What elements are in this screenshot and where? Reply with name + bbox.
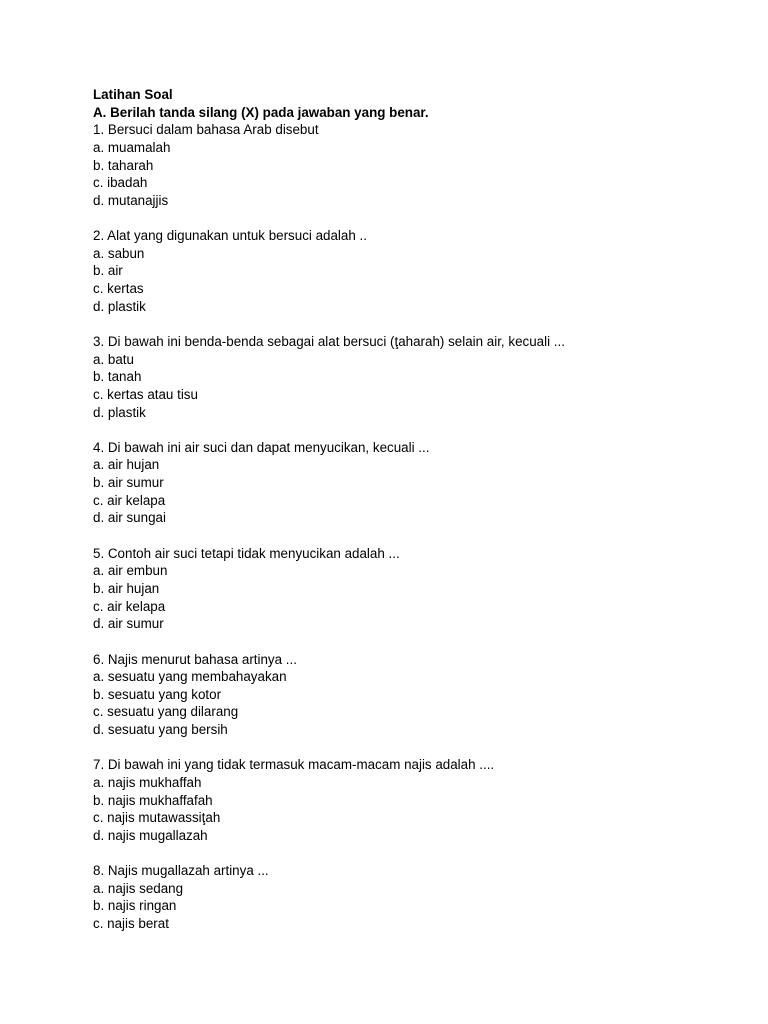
document-title: Latihan Soal [93,87,173,102]
document-page [93,86,733,950]
answer-option: d. najis mugallazah [93,827,208,843]
answer-option: c. kertas atau tisu [93,386,198,402]
answer-option: a. air hujan [93,457,160,473]
answer-option: b. tanah [93,369,142,385]
answer-option: d. mutanajjis [93,192,169,208]
question-block [93,439,733,527]
answer-option: c. najis mutawassiţah [93,810,221,826]
answer-option: c. sesuatu yang dilarang [93,704,239,720]
answer-option: b. air [93,263,123,279]
answer-option: d. sesuatu yang bersih [93,722,228,738]
question-text: 7. Di bawah ini yang tidak termasuk macam-macam najis adalah .... [93,757,495,773]
answer-option: b. air hujan [93,580,160,596]
question-text: 3. Di bawah ini benda-benda sebagai alat bersuci (ţaharah) selain air, kecuali ... [93,333,565,349]
question-list [93,121,733,932]
answer-option: a. najis mukhaffah [93,774,202,790]
question-block [93,651,733,739]
answer-option: c. najis berat [93,916,169,932]
question-block [93,333,733,421]
question-block [93,227,733,315]
question-block [93,121,733,209]
answer-option: b. najis ringan [93,898,177,914]
answer-option: a. sabun [93,245,145,261]
answer-option: b. sesuatu yang kotor [93,686,222,702]
answer-option: a. sesuatu yang membahayakan [93,669,287,685]
question-text: 1. Bersuci dalam bahasa Arab disebut [93,122,319,138]
answer-option: d. plastik [93,298,146,314]
question-block [93,545,733,633]
question-text: 2. Alat yang digunakan untuk bersuci adalah .. [93,228,367,244]
answer-option: d. air sungai [93,510,166,526]
instruction-text: A. Berilah tanda silang (X) pada jawaban yang benar. [93,104,429,120]
answer-option: a. muamalah [93,139,171,155]
answer-option: b. najis mukhaffafah [93,792,213,808]
question-text: 8. Najis mugallazah artinya ... [93,863,269,879]
question-text: 4. Di bawah ini air suci dan dapat menyucikan, kecuali ... [93,439,430,455]
answer-option: c. ibadah [93,175,148,191]
answer-option: d. plastik [93,404,146,420]
question-block [93,756,733,844]
answer-option: a. air embun [93,563,168,579]
question-block [93,862,733,933]
question-text: 5. Contoh air suci tetapi tidak menyucikan adalah ... [93,545,400,561]
answer-option: d. air sumur [93,616,164,632]
answer-option: b. air sumur [93,475,164,491]
answer-option: c. air kelapa [93,492,166,508]
answer-option: c. kertas [93,281,144,297]
answer-option: c. air kelapa [93,598,166,614]
answer-option: a. batu [93,351,134,367]
question-text: 6. Najis menurut bahasa artinya ... [93,651,297,667]
answer-option: b. taharah [93,157,154,173]
answer-option: a. najis sedang [93,880,184,896]
